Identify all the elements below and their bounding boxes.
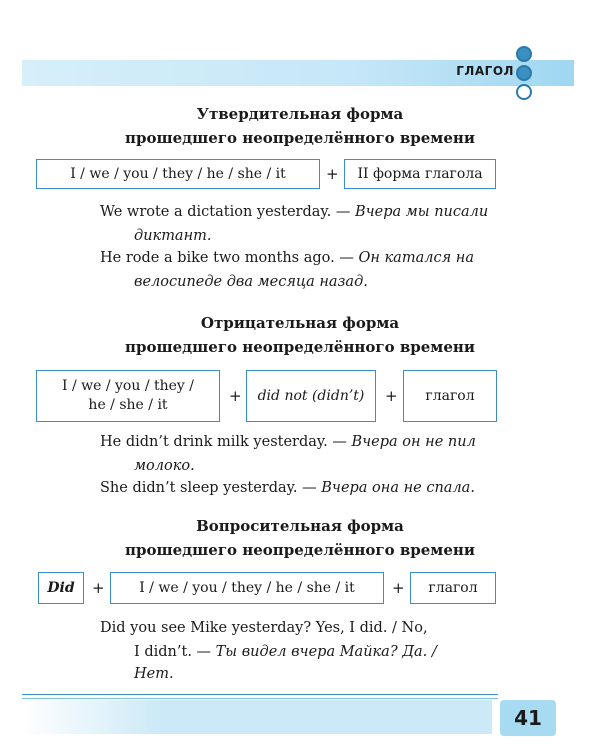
chapter-title: ГЛАГОЛ [456, 64, 514, 78]
affirmative-example-2 [100, 246, 474, 270]
question-plus-1: + [92, 579, 105, 597]
example-english: He didn’t drink milk yesterday. — [100, 434, 352, 450]
indicator-dot-filled [516, 65, 532, 81]
negative-example-2 [100, 476, 475, 500]
section-indicator-icon [513, 44, 539, 104]
negative-aux-box: did not (didn’t) [246, 370, 376, 422]
question-example-line1: Did you see Mike yesterday? Yes, I did. / No, [100, 620, 428, 636]
example-translation: Нет. [134, 666, 174, 682]
footer-rule-bottom [22, 698, 498, 699]
affirmative-plus: + [326, 165, 339, 183]
affirmative-example-2-cont [134, 270, 368, 294]
negative-plus-2: + [385, 387, 398, 405]
example-translation: Ты видел вчера Майка? Да. / [215, 644, 437, 660]
example-english: I didn’t. — [134, 644, 216, 660]
example-english: We wrote a dictation yesterday. — [100, 204, 355, 220]
example-translation: молоко. [134, 458, 195, 474]
page-number: 41 [500, 700, 556, 736]
negative-heading-line2: прошедшего неопределённого времени [125, 338, 475, 356]
example-translation: диктант. [134, 228, 212, 244]
pronouns-line-1: I / we / you / they / [61, 378, 194, 394]
negative-verb-box: глагол [403, 370, 497, 422]
example-translation: велосипеде два месяца назад. [134, 274, 368, 290]
negative-example-1 [100, 430, 476, 454]
example-english: She didn’t sleep yesterday. — [100, 480, 322, 496]
indicator-dot-filled [516, 46, 532, 62]
affirmative-example-1-cont [134, 224, 212, 248]
question-heading-line2: прошедшего неопределённого времени [125, 541, 475, 559]
question-plus-2: + [392, 579, 405, 597]
negative-pronouns-box [36, 370, 220, 422]
question-verb-box: глагол [410, 572, 496, 604]
example-translation: Вчера она не спала. [321, 480, 475, 496]
example-english: He rode a bike two months ago. — [100, 250, 359, 266]
negative-heading-line1: Отрицательная форма [200, 314, 400, 332]
affirmative-heading-line1: Утвердительная форма [196, 105, 404, 123]
example-translation: Он катался на [358, 250, 474, 266]
negative-plus-1: + [229, 387, 242, 405]
example-translation: Вчера мы писали [354, 204, 489, 220]
question-heading-line1: Вопросительная форма [196, 517, 404, 535]
footer-band [22, 700, 492, 734]
indicator-dot-empty [516, 84, 532, 100]
affirmative-example-1 [100, 200, 488, 224]
example-translation: Вчера он не пил [351, 434, 476, 450]
affirmative-heading-line2: прошедшего неопределённого времени [125, 129, 475, 147]
affirmative-verb-form-box: II форма глагола [344, 159, 496, 189]
question-pronouns-box: I / we / you / they / he / she / it [110, 572, 384, 604]
affirmative-pronouns-box: I / we / you / they / he / she / it [36, 159, 320, 189]
question-example-line2 [134, 640, 437, 664]
question-example-line3 [134, 662, 174, 686]
question-aux-box: Did [38, 572, 84, 604]
footer-rule-top [22, 694, 498, 695]
negative-example-1-cont [134, 454, 195, 478]
pronouns-line-2: he / she / it [88, 397, 168, 413]
